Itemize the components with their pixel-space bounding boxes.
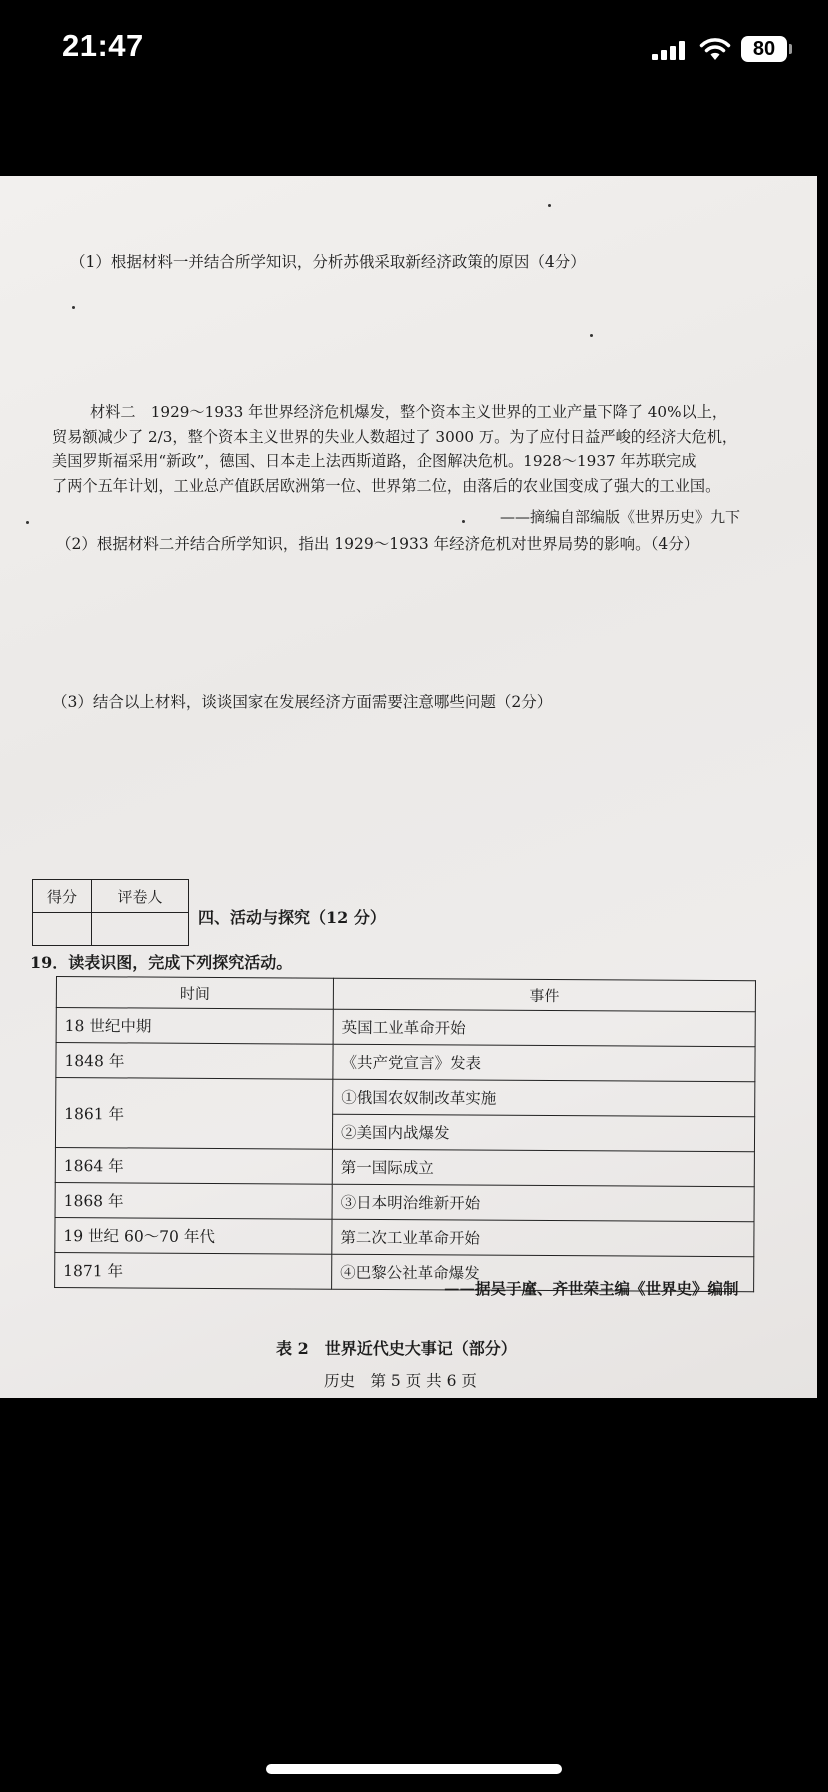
event-cell: ②美国内战爆发 <box>332 1114 754 1152</box>
material-2-line: 了两个五年计划，工业总产值跃居欧洲第一位、世界第二位，由落后的农业国变成了强大的工业国。 <box>52 476 721 495</box>
signal-icon <box>652 40 688 60</box>
table-row <box>56 1008 755 1047</box>
page-footer: 历史 第 5 页 共 6 页 <box>324 1372 477 1390</box>
material-2-line: 材料二 1929～1933 年世界经济危机爆发，整个资本主义世界的工业产量下降了 40%以上， <box>90 403 728 421</box>
time-cell: 1868 年 <box>55 1182 332 1219</box>
time-cell: 19 世纪 60～70 年代 <box>55 1217 332 1254</box>
table-caption: 表 2 世界近代史大事记（部分） <box>276 1339 517 1358</box>
battery-nub <box>789 44 792 54</box>
material-2-line: 美国罗斯福采用“新政”，德国、日本走上法西斯道路，企图解决危机。1928～1937 年苏联完成 <box>52 452 697 470</box>
table-row <box>56 1078 755 1117</box>
event-cell: 第二次工业革命开始 <box>332 1219 754 1257</box>
event-cell: 第一国际成立 <box>332 1149 754 1187</box>
event-cell: 英国工业革命开始 <box>333 1009 755 1047</box>
score-label: 得分 <box>33 880 92 913</box>
table-source: ——据吴于廑、齐世荣主编《世界史》编制 <box>444 1279 739 1298</box>
header-event: 事件 <box>333 978 755 1012</box>
event-cell: ③日本明治维新开始 <box>332 1184 754 1222</box>
time-cell: 18 世纪中期 <box>56 1008 333 1045</box>
material-2-paragraph <box>52 400 782 498</box>
grader-cell <box>92 913 189 946</box>
section-4-title: 四、活动与探究（12 分） <box>198 908 386 927</box>
time-cell: 1848 年 <box>56 1043 333 1080</box>
events-table <box>54 976 756 1292</box>
event-cell: 《共产党宣言》发表 <box>333 1044 755 1082</box>
question-19: 19．读表识图，完成下列探究活动。 <box>30 953 293 972</box>
table-row <box>56 1043 755 1082</box>
event-cell: ④巴黎公社革命爆发 <box>332 1254 754 1292</box>
score-box <box>32 879 189 946</box>
material-2-source: ——摘编自部编版《世界历史》九下 <box>500 508 741 526</box>
event-cell: ①俄国农奴制改革实施 <box>333 1079 755 1117</box>
exam-page-photo <box>0 176 817 1398</box>
score-cell <box>33 913 92 946</box>
grader-label: 评卷人 <box>92 880 189 913</box>
header-time: 时间 <box>56 977 333 1010</box>
battery-icon: 80 <box>741 36 787 62</box>
table-row <box>55 1147 754 1186</box>
wifi-icon <box>698 36 732 62</box>
time-cell: 1864 年 <box>55 1147 332 1184</box>
question-1: （1）根据材料一并结合所学知识，分析苏俄采取新经济政策的原因（4分） <box>70 253 586 271</box>
home-indicator[interactable] <box>266 1764 562 1774</box>
question-3: （3）结合以上材料，谈谈国家在发展经济方面需要注意哪些问题（2分） <box>52 693 553 711</box>
clock: 21:47 <box>62 28 144 63</box>
table-row <box>55 1182 754 1221</box>
status-bar <box>0 0 828 100</box>
question-2: （2）根据材料二并结合所学知识，指出 1929～1933 年经济危机对世界局势的影响。（4分） <box>56 535 700 553</box>
time-cell: 1861 年 <box>55 1078 332 1150</box>
table-row <box>55 1217 754 1256</box>
material-2-line: 贸易额减少了 2/3，整个资本主义世界的失业人数超过了 3000 万。为了应付日益严峻的经济大危机， <box>52 427 738 446</box>
time-cell: 1871 年 <box>55 1252 332 1289</box>
